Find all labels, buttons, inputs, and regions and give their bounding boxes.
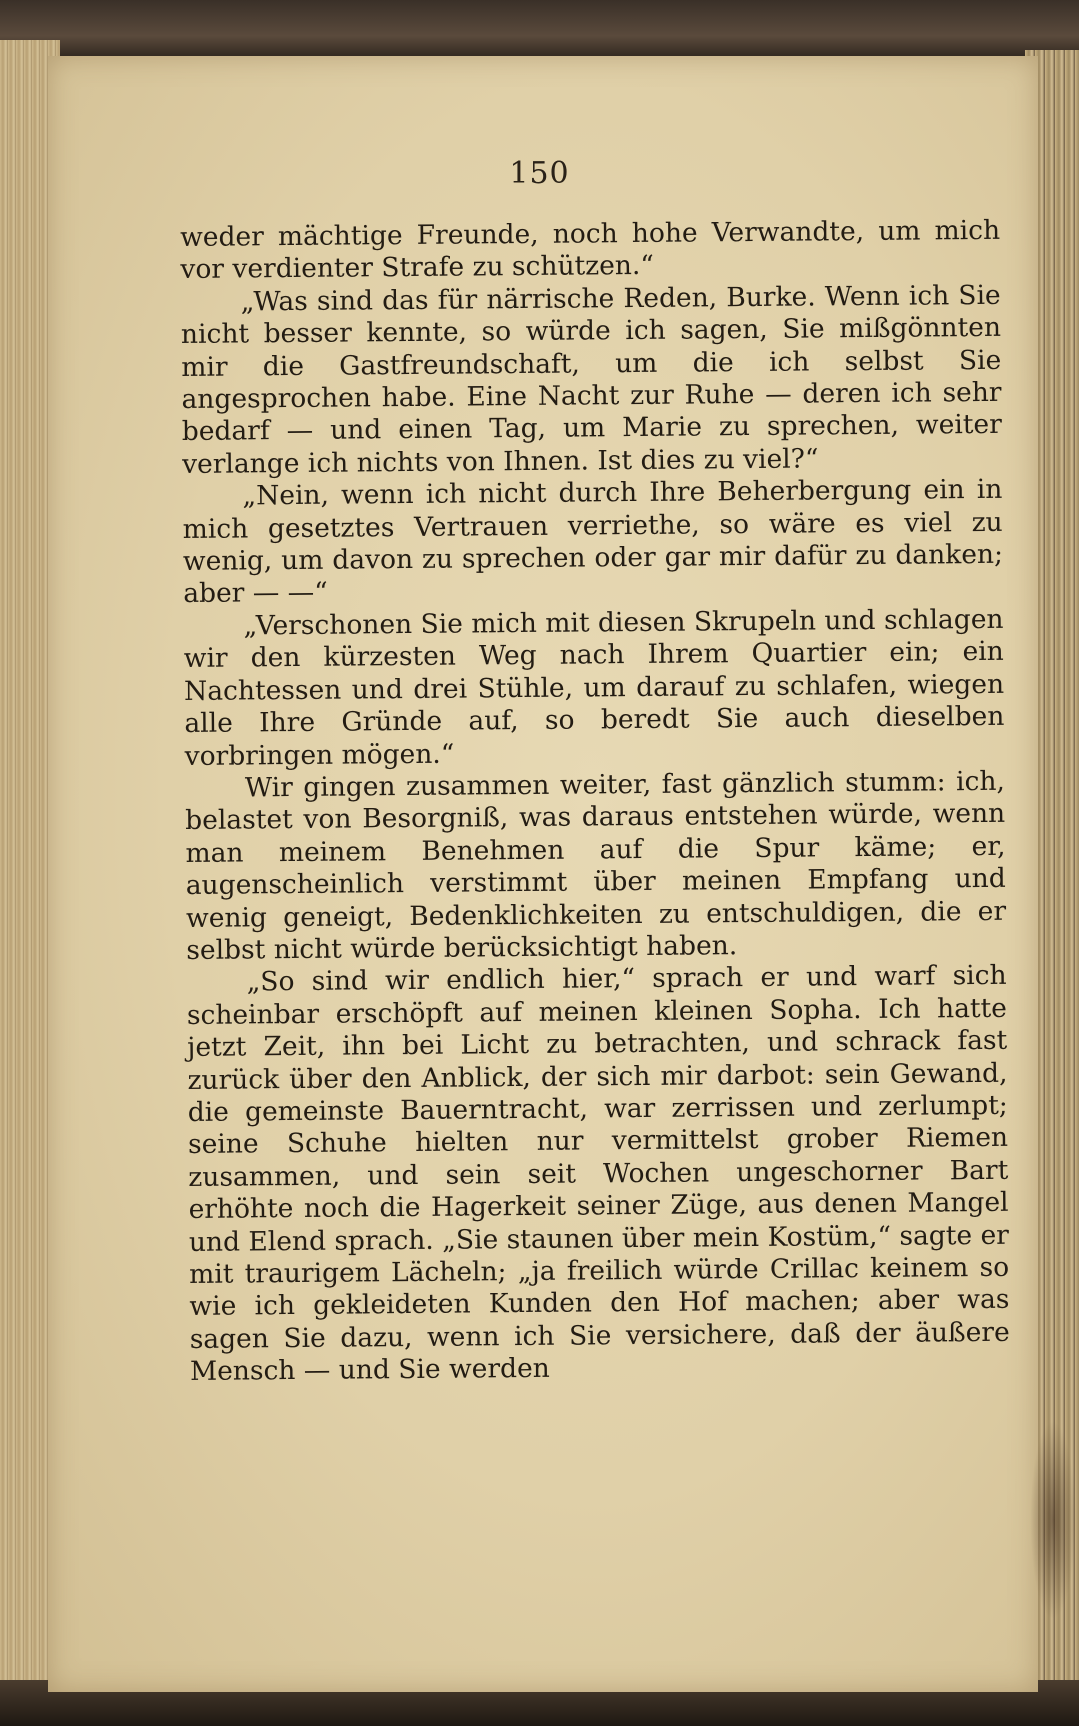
paragraph: „Was sind das für närrische Reden, Burke. Wenn ich Sie nicht besser kennte, so würde ich sagen, Sie mißgönnten mir die Gastfreundschaft, um die ich selbst Sie angesprochen habe. Eine Nacht zur Ruhe — deren ich sehr bedarf — und einen Tag, um Marie zu sprechen, weiter verlange ich nichts von Ihnen. Ist dies zu viel?“ xyxy=(180,279,1002,480)
book-top-edge xyxy=(0,0,1079,60)
paragraph: weder mächtige Freunde, noch hohe Verwandte, um mich vor verdienter Strafe zu schützen.“ xyxy=(180,214,1001,286)
paragraph: Wir gingen zusammen weiter, fast gänzlich stumm: ich, belastet von Besorgniß, was daraus entstehen würde, wenn man meinem Benehmen auf die Spur käme; er, augenscheinlich verstimmt über meinen Empfang und wenig geneigt, Bedenklichkeiten zu entschuldigen, die er selbst nicht würde berücksichtigt haben. xyxy=(185,765,1007,966)
paragraph: „Verschonen Sie mich mit diesen Skrupeln und schlagen wir den kürzesten Weg nach Ihrem Quartier ein; ein Nachtessen und drei Stühle, um darauf zu schlafen, wiegen alle Ihre Gründe auf, so beredt Sie auch dieselben vorbringen mögen.“ xyxy=(183,603,1005,772)
paragraph: „Nein, wenn ich nicht durch Ihre Beherbergung ein in mich gesetztes Vertrauen verriethe, so wäre es viel zu wenig, um davon zu sprechen oder gar mir dafür zu danken; aber — —“ xyxy=(182,474,1004,610)
page-number: 150 xyxy=(509,156,570,191)
paragraph: „So sind wir endlich hier,“ sprach er und warf sich scheinbar erschöpft auf meinen kleinen Sopha. Ich hatte jetzt Zeit, ihn bei Licht zu betrachten, und schrack fast zurück über den Anblick, der sich mir darbot: sein Gewand, die gemeinste Bauerntracht, war zerrissen und zerlumpt; seine Schuhe hielten nur vermittelst grober Riemen zusammen, und sein seit Wochen ungeschorner Bart erhöhte noch die Hagerkeit seiner Züge, aus denen Mangel und Elend sprach. „Sie staunen über mein Kostüm,“ sagte er mit traurigem Lächeln; „ja freilich würde Crillac keinem so wie ich gekleideten Kunden den Hof machen; aber was sagen Sie dazu, wenn ich Sie versichere, daß der äußere Mensch — und Sie werden xyxy=(186,960,1010,1388)
page-stain xyxy=(1030,1420,1076,1620)
body-text xyxy=(180,215,1010,1389)
